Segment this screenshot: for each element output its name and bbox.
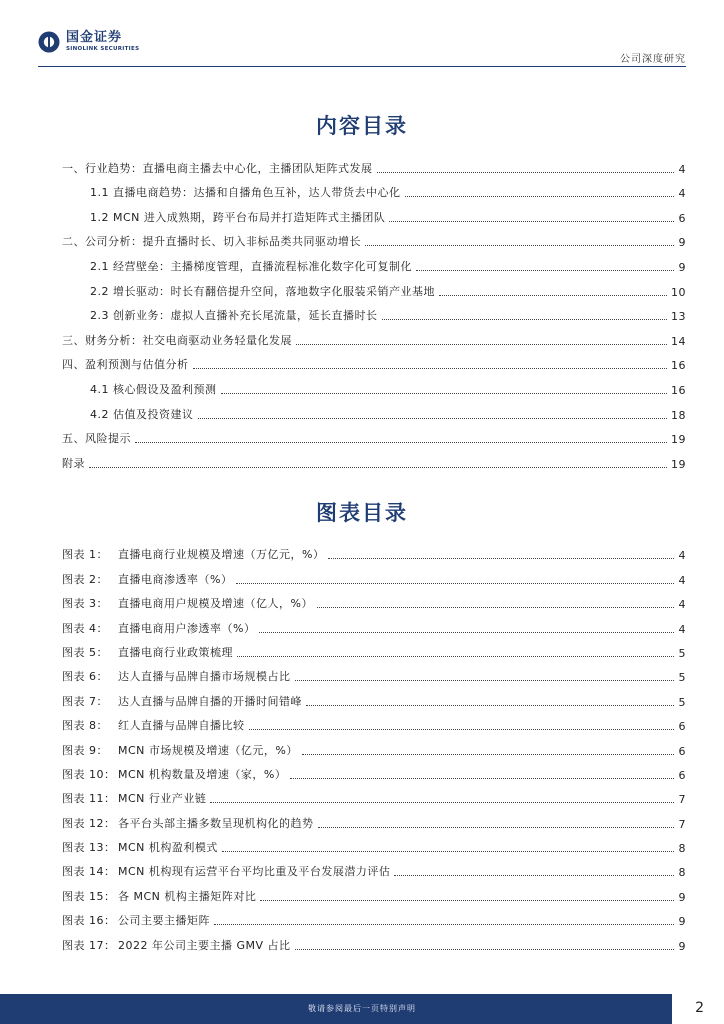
leader-dots (236, 583, 674, 584)
toc-entry-label: 2.2 增长驱动：时长有翻倍提升空间，落地数字化服装采销产业基地 (90, 284, 435, 298)
leader-dots (222, 851, 674, 852)
figure-number: 图表 5： (62, 645, 108, 659)
toc-entry[interactable] (62, 200, 686, 225)
toc-entry-page: 19 (671, 457, 686, 471)
leader-dots (382, 319, 668, 320)
figure-number: 图表 6： (62, 670, 108, 684)
leader-dots (328, 558, 674, 559)
figure-page: 9 (678, 939, 686, 953)
figure-page: 9 (678, 890, 686, 904)
figure-page: 4 (678, 598, 686, 612)
figure-page: 4 (678, 573, 686, 587)
toc-entry-page: 4 (678, 162, 686, 176)
figure-number: 图表 17： (62, 938, 116, 952)
figure-entry[interactable] (62, 587, 686, 611)
figure-page: 5 (678, 671, 686, 685)
figure-label: MCN 机构盈利模式 (118, 841, 218, 855)
figure-entry[interactable] (62, 636, 686, 660)
leader-dots (89, 467, 667, 468)
figure-entry[interactable] (62, 660, 686, 684)
leader-dots (405, 196, 675, 197)
figure-label: 各 MCN 机构主播矩阵对比 (118, 889, 257, 903)
leader-dots (295, 680, 675, 681)
leader-dots (302, 754, 674, 755)
list-of-figures (62, 538, 686, 953)
figure-entry[interactable] (62, 562, 686, 586)
toc-entry-page: 10 (671, 285, 686, 299)
figure-number: 图表 7： (62, 694, 108, 708)
leader-dots (135, 442, 667, 443)
toc-entry[interactable] (62, 299, 686, 324)
toc-entry-page: 9 (678, 260, 686, 274)
figure-number: 图表 16： (62, 914, 116, 928)
toc-entry[interactable] (62, 151, 686, 176)
figure-page: 9 (678, 915, 686, 929)
toc-entry-page: 4 (678, 187, 686, 201)
leader-dots (221, 393, 668, 394)
toc-entry[interactable] (62, 274, 686, 299)
toc-entry[interactable] (62, 446, 686, 471)
figure-entry[interactable] (62, 538, 686, 562)
figure-label: MCN 机构现有运营平台平均比重及平台发展潜力评估 (118, 865, 391, 879)
figure-number: 图表 15： (62, 889, 116, 903)
leader-dots (249, 729, 675, 730)
toc-entry-label: 五、风险提示 (62, 432, 131, 446)
figure-number: 图表 14： (62, 865, 116, 879)
figure-label: 公司主要主播矩阵 (118, 914, 210, 928)
figure-page: 5 (678, 695, 686, 709)
toc-entry[interactable] (62, 176, 686, 201)
toc-entry[interactable] (62, 397, 686, 422)
figure-entry[interactable] (62, 611, 686, 635)
leader-dots (198, 418, 668, 419)
leader-dots (365, 245, 674, 246)
figure-page: 4 (678, 549, 686, 563)
leader-dots (317, 607, 674, 608)
figure-entry[interactable] (62, 782, 686, 806)
toc-entry-label: 2.3 创新业务：虚拟人直播补充长尾流量，延长直播时长 (90, 309, 378, 323)
figure-number: 图表 1： (62, 548, 108, 562)
figure-label: MCN 市场规模及增速（亿元，%） (118, 743, 298, 757)
figure-page: 7 (678, 793, 686, 807)
toc-entry-page: 16 (671, 359, 686, 373)
figure-page: 8 (678, 866, 686, 880)
leader-dots (237, 656, 674, 657)
toc-entry-label: 2.1 经营壁垒：主播梯度管理，直播流程标准化数字化可复制化 (90, 259, 412, 273)
figure-entry[interactable] (62, 855, 686, 879)
figure-label: 直播电商渗透率（%） (118, 572, 233, 586)
leader-dots (296, 344, 667, 345)
figure-label: 2022 年公司主要主播 GMV 占比 (118, 938, 291, 952)
toc-entry[interactable] (62, 422, 686, 447)
toc-entry-label: 二、公司分析：提升直播时长、切入非标品类共同驱动增长 (62, 235, 361, 249)
leader-dots (193, 368, 668, 369)
brand-logo (38, 29, 139, 55)
leader-dots (389, 221, 674, 222)
leader-dots (214, 924, 674, 925)
toc-entry[interactable] (62, 348, 686, 373)
toc-entry-label: 1.1 直播电商趋势：达播和自播角色互补，达人带货去中心化 (90, 186, 401, 200)
figure-entry[interactable] (62, 758, 686, 782)
toc-entry-label: 4.1 核心假设及盈利预测 (90, 382, 217, 396)
toc-entry-label: 一、行业趋势：直播电商主播去中心化，主播团队矩阵式发展 (62, 161, 373, 175)
toc-entry-page: 19 (671, 433, 686, 447)
toc-entry-page: 13 (671, 310, 686, 324)
figure-label: 红人直播与品牌自播比较 (118, 719, 245, 733)
leader-dots (306, 705, 674, 706)
leader-dots (318, 827, 675, 828)
figure-label: 直播电商用户渗透率（%） (118, 621, 256, 635)
figure-page: 6 (678, 768, 686, 782)
figure-page: 7 (678, 817, 686, 831)
figure-number: 图表 9： (62, 743, 108, 757)
brand-name-cn: 国金证券 (66, 30, 123, 45)
toc-entry-page: 16 (671, 383, 686, 397)
figure-page: 8 (678, 842, 686, 856)
figure-label: 直播电商行业政策梳理 (118, 645, 233, 659)
leader-dots (290, 778, 674, 779)
figure-label: 达人直播与品牌自播市场规模占比 (118, 670, 291, 684)
figure-number: 图表 8： (62, 719, 108, 733)
figure-entry[interactable] (62, 733, 686, 757)
figure-number: 图表 2： (62, 572, 108, 586)
figure-label: 直播电商用户规模及增速（亿人，%） (118, 597, 313, 611)
toc-entry-page: 9 (678, 236, 686, 250)
leader-dots (394, 875, 674, 876)
document-type: 公司深度研究 (620, 54, 686, 65)
toc-entry-page: 6 (678, 211, 686, 225)
leader-dots (210, 802, 674, 803)
figure-entry[interactable] (62, 709, 686, 733)
leader-dots (260, 900, 674, 901)
figure-page: 5 (678, 646, 686, 660)
toc-entry[interactable] (62, 323, 686, 348)
figure-label: MCN 行业产业链 (118, 792, 207, 806)
brand-name-en: SINOLINK SECURITIES (66, 46, 140, 52)
leader-dots (439, 295, 667, 296)
figure-entry[interactable] (62, 831, 686, 855)
figure-page: 4 (678, 622, 686, 636)
figure-entry[interactable] (62, 928, 686, 952)
toc-entry-page: 14 (671, 334, 686, 348)
leader-dots (259, 632, 674, 633)
page-footer (0, 994, 724, 1024)
figure-entry[interactable] (62, 806, 686, 830)
figure-entry[interactable] (62, 904, 686, 928)
figure-number: 图表 13： (62, 841, 116, 855)
figure-entry[interactable] (62, 684, 686, 708)
figure-label: MCN 机构数量及增速（家，%） (118, 767, 287, 781)
page-number: 2 (695, 1000, 704, 1016)
leader-dots (377, 172, 675, 173)
figure-number: 图表 3： (62, 597, 108, 611)
figure-number: 图表 4： (62, 621, 108, 635)
figure-number: 图表 12： (62, 816, 116, 830)
figure-page: 6 (678, 744, 686, 758)
toc-entry-label: 附录 (62, 456, 85, 470)
toc-entry-label: 三、财务分析：社交电商驱动业务轻量化发展 (62, 333, 292, 347)
header-divider (38, 66, 686, 67)
toc-entry-label: 4.2 估值及投资建议 (90, 407, 194, 421)
sinolink-logo-icon (38, 31, 60, 53)
figure-label: 各平台头部主播多数呈现机构化的趋势 (118, 816, 314, 830)
toc-entry[interactable] (62, 372, 686, 397)
leader-dots (416, 270, 674, 271)
toc-entry-label: 四、盈利预测与估值分析 (62, 358, 189, 372)
toc-title: 内容目录 (316, 113, 408, 138)
figure-number: 图表 11： (62, 792, 116, 806)
toc-entry-label: 1.2 MCN 进入成熟期，跨平台布局并打造矩阵式主播团队 (90, 210, 386, 224)
toc-entry[interactable] (62, 249, 686, 274)
table-of-contents (62, 151, 686, 471)
page-header (0, 0, 724, 68)
figure-entry[interactable] (62, 879, 686, 903)
figure-label: 直播电商行业规模及增速（万亿元，%） (118, 548, 325, 562)
figures-title: 图表目录 (316, 500, 408, 525)
leader-dots (295, 949, 674, 950)
figure-label: 达人直播与品牌自播的开播时间错峰 (118, 694, 302, 708)
toc-entry-page: 18 (671, 408, 686, 422)
page-number-box (672, 994, 724, 1024)
figure-page: 6 (678, 720, 686, 734)
toc-entry[interactable] (62, 225, 686, 250)
figure-number: 图表 10： (62, 767, 116, 781)
footer-disclaimer: 敬请参阅最后一页特别声明 (308, 1004, 416, 1013)
